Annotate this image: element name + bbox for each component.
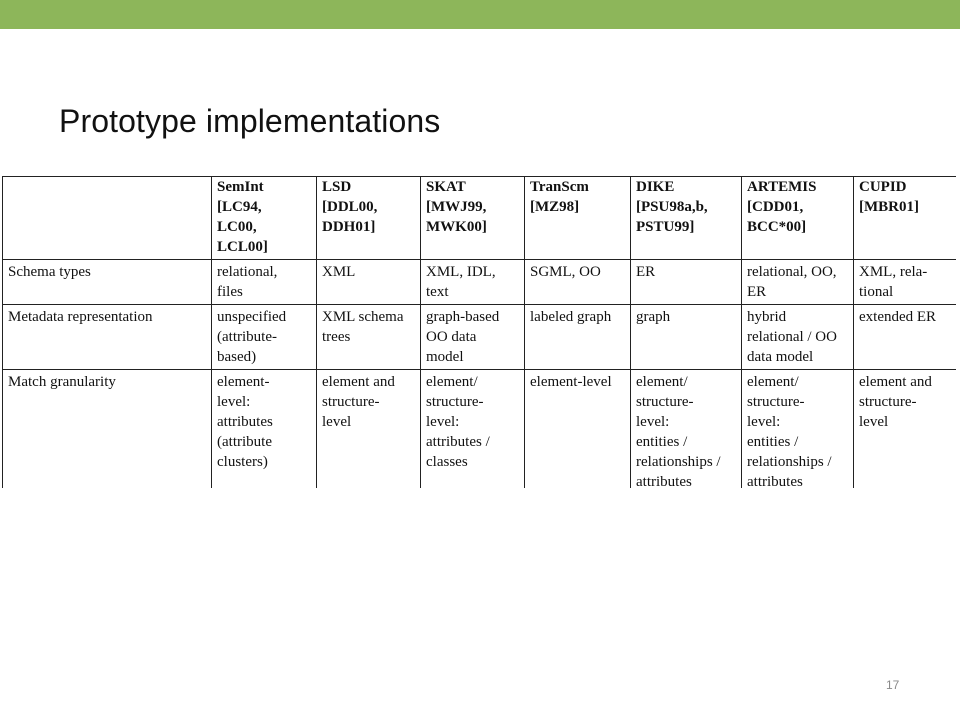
- table-cell: SGML, OO: [525, 260, 631, 305]
- prototype-comparison-table: [2, 176, 956, 488]
- header-dike: DIKE [PSU98a,b, PSTU99]: [631, 177, 742, 260]
- header-lsd: LSD [DDL00, DDH01]: [317, 177, 421, 260]
- table-cell: element and structure- level: [317, 370, 421, 489]
- table-cell: relational, OO, ER: [742, 260, 854, 305]
- header-skat: SKAT [MWJ99, MWK00]: [421, 177, 525, 260]
- header-semint: SemInt [LC94, LC00, LCL00]: [212, 177, 317, 260]
- table-cell: relational, files: [212, 260, 317, 305]
- table-cell: graph: [631, 305, 742, 370]
- top-accent-bar: [0, 0, 960, 29]
- slide-title: Prototype implementations: [59, 103, 441, 139]
- table-cell: XML, IDL, text: [421, 260, 525, 305]
- table-cell: ER: [631, 260, 742, 305]
- table-cell: XML schema trees: [317, 305, 421, 370]
- comparison-table-container: [2, 176, 956, 488]
- table-header-corner: [3, 177, 212, 260]
- table-cell: extended ER: [854, 305, 957, 370]
- table-cell: element-level: [525, 370, 631, 489]
- row-label-schema-types: Schema types: [3, 260, 212, 305]
- table-cell: element/ structure- level: entities / relationships / attributes: [631, 370, 742, 489]
- table-cell: labeled graph: [525, 305, 631, 370]
- table-cell: element and structure- level: [854, 370, 957, 489]
- table-row-match-granularity: [3, 370, 957, 489]
- table-header-row: [3, 177, 957, 260]
- header-cupid: CUPID [MBR01]: [854, 177, 957, 260]
- table-cell: unspecified (attribute- based): [212, 305, 317, 370]
- page-number: 17: [886, 678, 900, 692]
- table-cell: hybrid relational / OO data model: [742, 305, 854, 370]
- table-row-schema-types: [3, 260, 957, 305]
- table-cell: element- level: attributes (attribute clusters): [212, 370, 317, 489]
- table-row-metadata-representation: [3, 305, 957, 370]
- table-cell: element/ structure- level: attributes / classes: [421, 370, 525, 489]
- table-cell: element/ structure- level: entities / relationships / attributes: [742, 370, 854, 489]
- row-label-match-granularity: Match granularity: [3, 370, 212, 489]
- table-cell: graph-based OO data model: [421, 305, 525, 370]
- table-cell: XML: [317, 260, 421, 305]
- table-cell: XML, rela- tional: [854, 260, 957, 305]
- header-artemis: ARTEMIS [CDD01, BCC*00]: [742, 177, 854, 260]
- row-label-metadata-representation: Metadata representation: [3, 305, 212, 370]
- header-transcm: TranScm [MZ98]: [525, 177, 631, 260]
